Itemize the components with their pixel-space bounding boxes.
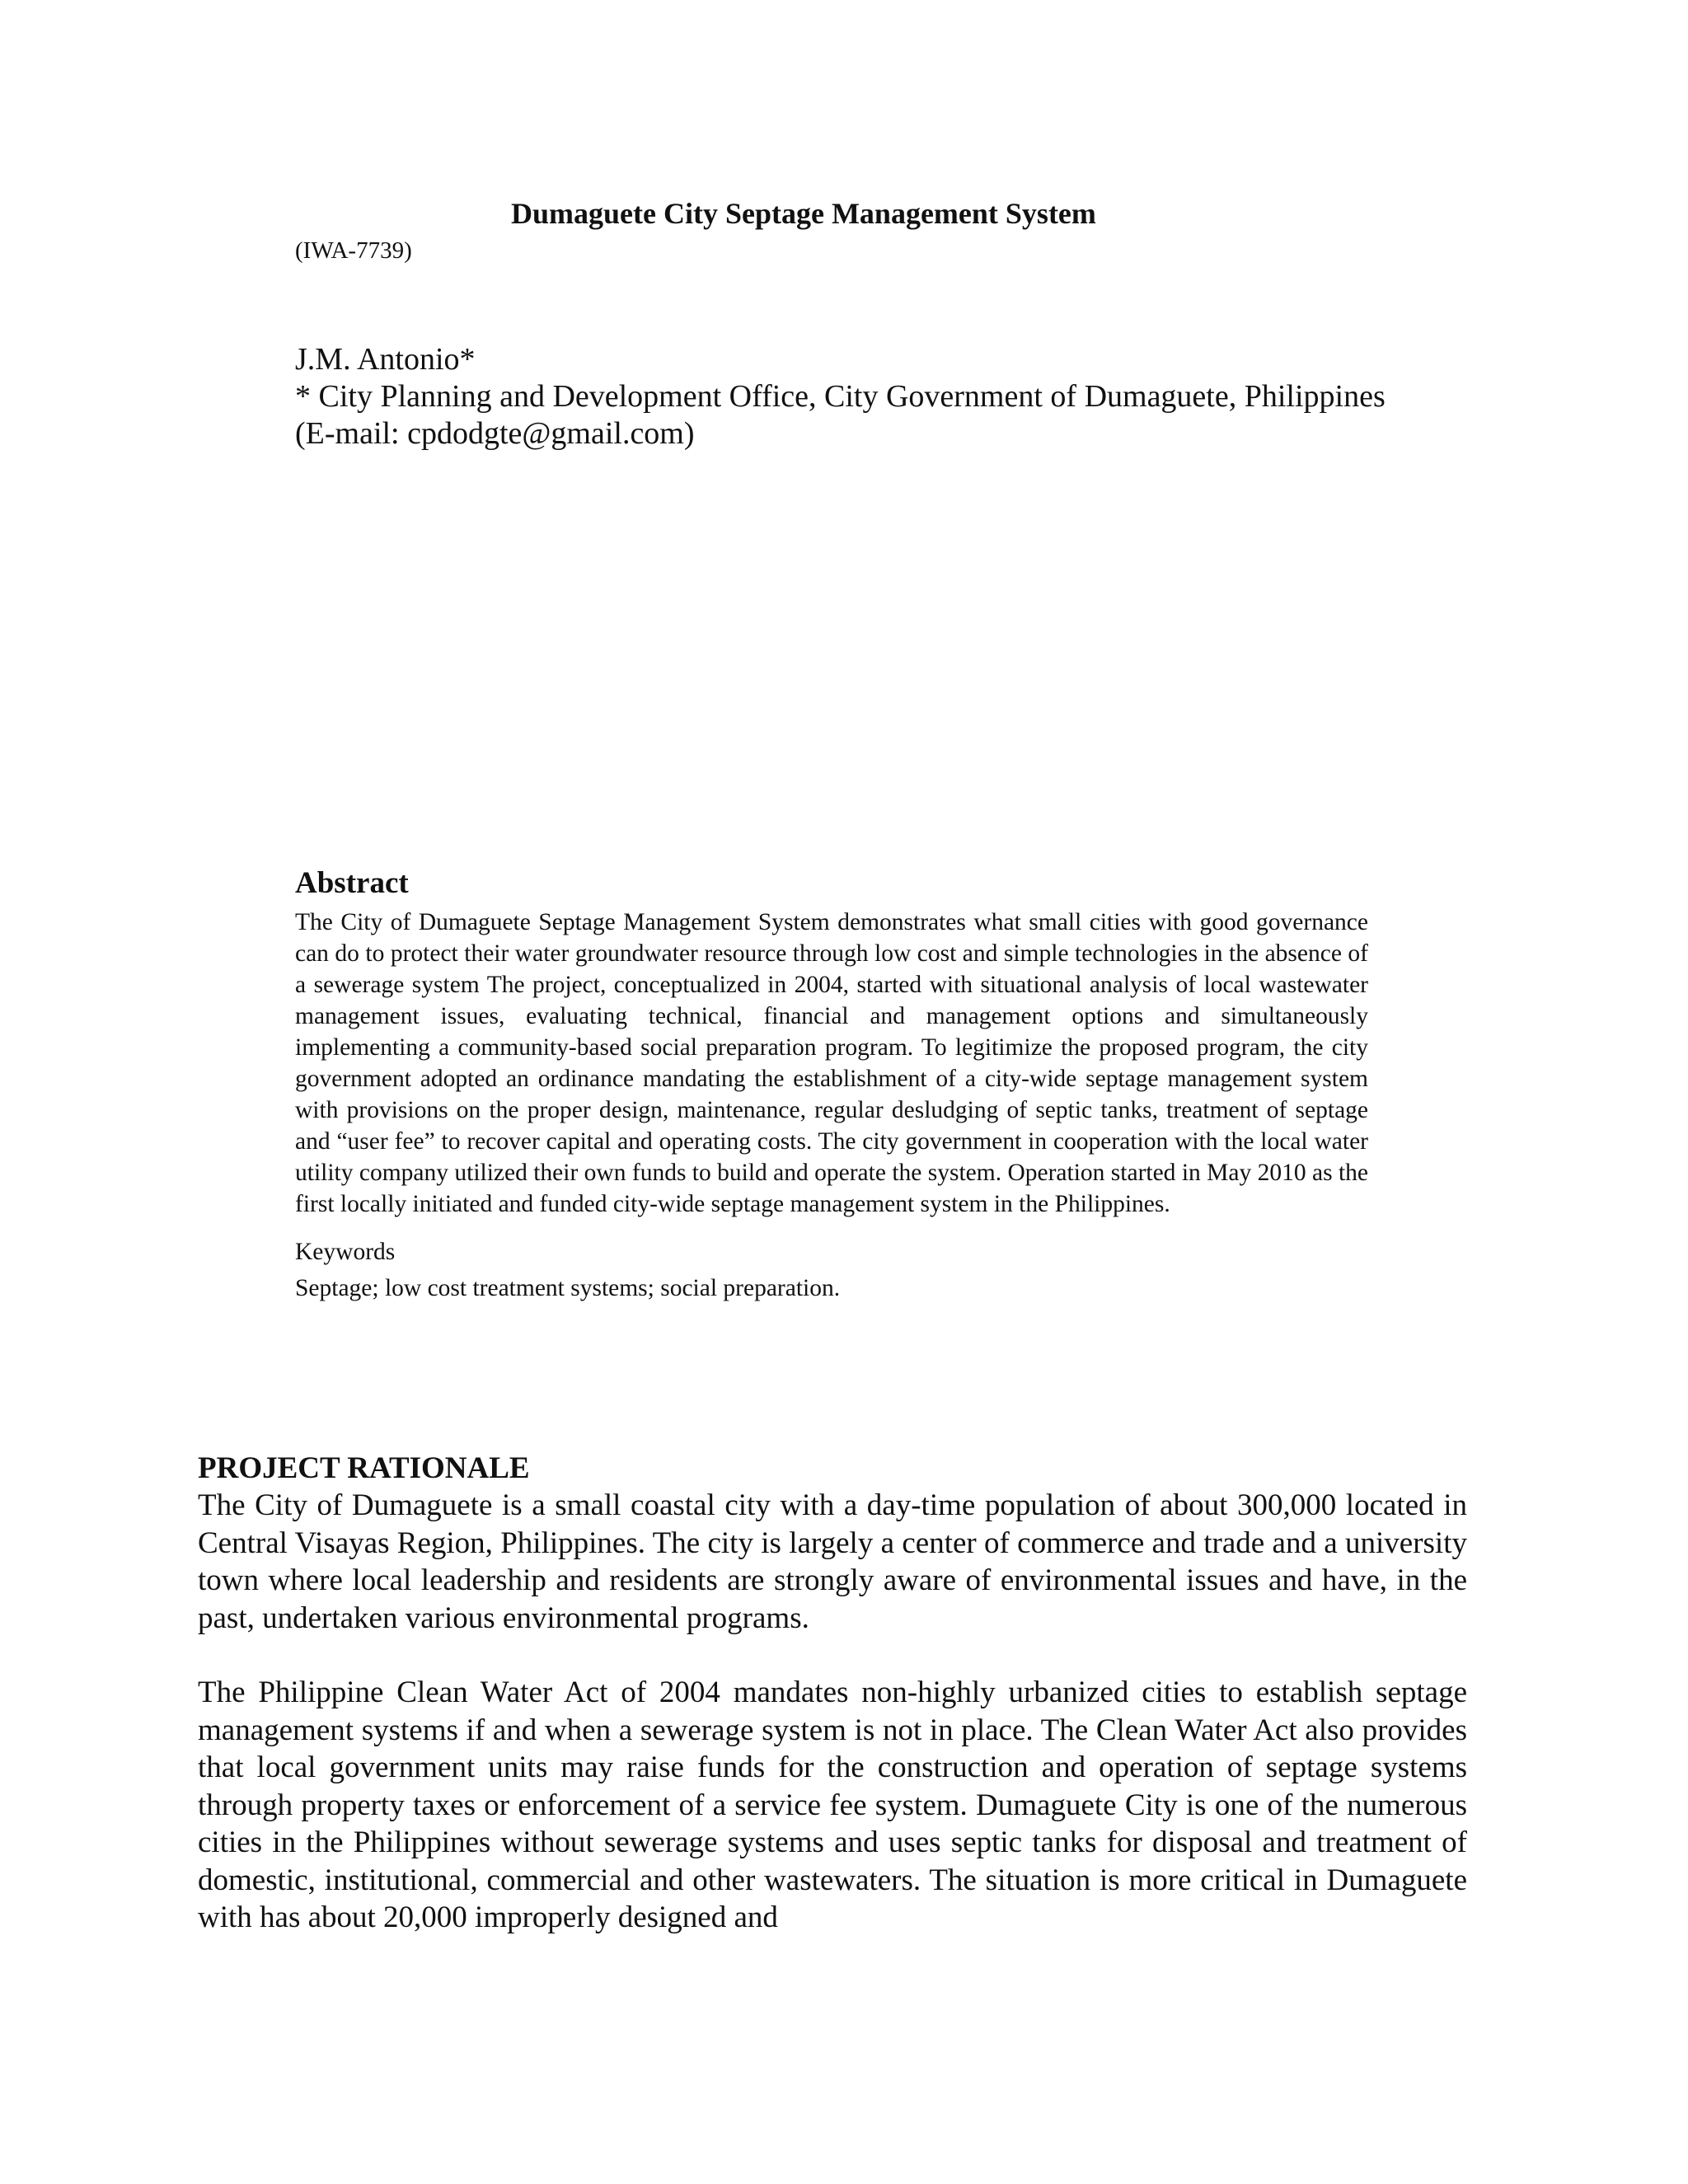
paper-title: Dumaguete City Septage Management System <box>511 197 1096 230</box>
author-block <box>295 341 1386 452</box>
project-rationale-section <box>198 1451 1467 1937</box>
keywords-label: Keywords <box>295 1239 396 1265</box>
abstract-text: The City of Dumaguete Septage Management System demonstrates what small cities with good governance can do to protect their water groundwater resource through low cost and simple technologies in the absence of a sewerage system The project, conceptualized in 2004, started with situational analysis of local wastewater management issues, evaluating technical, financial and management options and simultaneously implementing a community-based social preparation program. To legitimize the proposed program, the city government adopted an ordinance mandating the establishment of a city-wide septage management system with provisions on the proper design, maintenance, regular desludging of septic tanks, treatment of septage and “user fee” to recover capital and operating costs. The city government in cooperation with the local water utility company utilized their own funds to build and operate the system. Operation started in May 2010 as the first locally initiated and funded city-wide septage management system in the Philippines. <box>295 909 1368 1217</box>
author-name: J.M. Antonio* <box>295 342 476 377</box>
keywords-text: Septage; low cost treatment systems; social preparation. <box>295 1275 841 1301</box>
abstract-heading: Abstract <box>295 866 409 900</box>
abstract-section <box>295 865 1368 1304</box>
author-email: (E-mail: cpdodgte@gmail.com) <box>295 416 695 451</box>
body-paragraph-2: The Philippine Clean Water Act of 2004 mandates non-highly urbanized cities to establish septage management systems if and when a sewerage system is not in place. The Clean Water Act also provides that local government units may raise funds for the construction and operation of septage systems through property taxes or enforcement of a service fee system. Dumaguete City is one of the numerous cities in the Philippines without sewerage systems and uses septic tanks for disposal and treatment of domestic, institutional, commercial and other wastewaters. The situation is more critical in Dumaguete with has about 20,000 improperly designed and <box>198 1675 1467 1934</box>
body-paragraph-1: The City of Dumaguete is a small coastal city with a day-time population of about 300,000 located in Central Visayas Region, Philippines. The city is largely a center of commerce and trade and a university town where local leadership and residents are strongly aware of environmental issues and have, in the past, undertaken various environmental programs. <box>198 1488 1467 1635</box>
paper-id: (IWA-7739) <box>295 237 412 264</box>
section-heading: PROJECT RATIONALE <box>198 1451 530 1485</box>
author-affiliation: * City Planning and Development Office, City Government of Dumaguete, Philippines <box>295 379 1386 414</box>
